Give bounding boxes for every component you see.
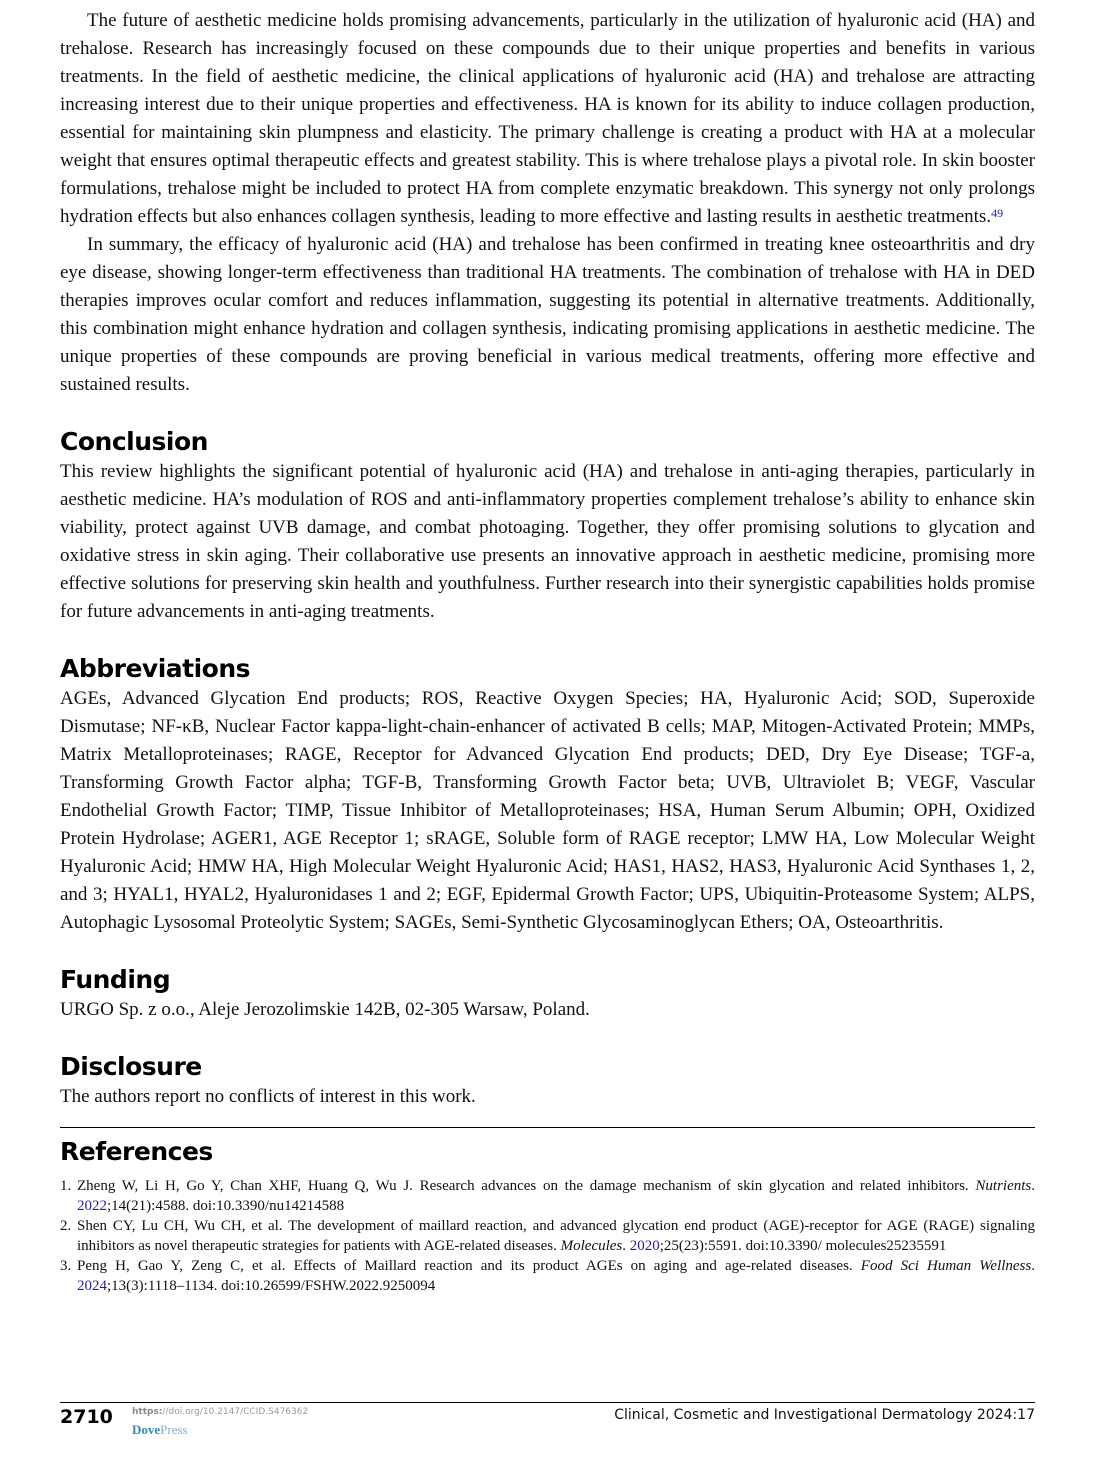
funding-text: URGO Sp. z o.o., Aleje Jerozolimskie 142B, 02-305 Warsaw, Poland. xyxy=(60,999,590,1020)
reference-separator: . xyxy=(622,1238,630,1254)
reference-journal: Food Sci Human Wellness xyxy=(860,1258,1032,1274)
page-number: 2710 xyxy=(60,1406,113,1428)
conclusion-text: This review highlights the significant potential of hyaluronic acid (HA) and trehalose in anti-aging therapies, particularly in aesthetic medicine. HA’s modulation of ROS and anti-inflammatory properties complement trehalose’s ability to enhance skin viability, protect against UVB damage, and combat photoaging. Together, they offer promising solutions to glycation and oxidative stress in skin aging. Their collaborative use presents an innovative approach in aesthetic medicine, promising more effective solutions for preserving skin health and youthfulness. Further research into their synergistic capabilities holds promise for future advancements in anti-aging treatments. xyxy=(60,461,1035,622)
reference-journal: Molecules xyxy=(560,1238,623,1254)
reference-year-link[interactable]: 2022 xyxy=(77,1198,107,1214)
reference-number: 2. xyxy=(60,1218,72,1234)
journal-citation: Clinical, Cosmetic and Investigational Dermatology 2024:17 xyxy=(614,1407,1035,1423)
references-divider xyxy=(60,1127,1035,1128)
reference-list xyxy=(60,1176,1035,1296)
reference-number: 1. xyxy=(60,1178,72,1194)
publisher-logo[interactable] xyxy=(132,1422,188,1438)
citation-link[interactable]: 49 xyxy=(991,206,1004,220)
disclosure-text: The authors report no conflicts of interest in this work. xyxy=(60,1086,476,1107)
publisher-name-light: Press xyxy=(160,1422,188,1437)
paragraph-future-aesthetic-medicine xyxy=(60,7,1035,231)
doi-link[interactable] xyxy=(132,1407,308,1417)
reference-text: Peng H, Gao Y, Zeng C, et al. Effects of Maillard reaction and its product AGEs on aging and age-related diseases. xyxy=(77,1258,861,1274)
publisher-name-bold: Dove xyxy=(132,1422,161,1437)
reference-details: ;25(23):5591. doi:10.3390/ molecules25235591 xyxy=(659,1238,947,1254)
section-heading-conclusion: Conclusion xyxy=(60,427,208,456)
paragraph-text: The future of aesthetic medicine holds promising advancements, particularly in the utilization of hyaluronic acid (HA) and trehalose. Research has increasingly focused on these compounds due to their unique properties and benefits in various treatments. In the field of aesthetic medicine, the clinical applications of hyaluronic acid (HA) and trehalose are attracting increasing interest due to their unique properties and effectiveness. HA is known for its ability to induce collagen production, essential for maintaining skin plumpness and elasticity. The primary challenge is creating a product with HA at a molecular weight that ensures optimal therapeutic effects and greatest stability. This is where trehalose plays a pivotal role. In skin booster formulations, trehalose might be included to protect HA from complete enzymatic breakdown. This synergy not only prolongs hydration effects but also enhances collagen synthesis, leading to more effective and lasting results in aesthetic treatments. xyxy=(60,10,1035,227)
section-heading-funding: Funding xyxy=(60,965,171,994)
reference-item xyxy=(60,1216,1035,1256)
reference-separator: . xyxy=(1031,1258,1035,1274)
reference-separator: . xyxy=(1031,1178,1035,1194)
reference-details: ;14(21):4588. doi:10.3390/nu14214588 xyxy=(107,1198,345,1214)
section-heading-references: References xyxy=(60,1137,213,1166)
reference-journal: Nutrients xyxy=(975,1178,1032,1194)
doi-prefix: https: xyxy=(132,1407,163,1417)
reference-details: ;13(3):1118–1134. doi:10.26599/FSHW.2022.9250094 xyxy=(107,1278,436,1294)
reference-year-link[interactable]: 2024 xyxy=(77,1278,107,1294)
reference-text: Zheng W, Li H, Go Y, Chan XHF, Huang Q, Wu J. Research advances on the damage mechanism of skin glycation and related inhibitors. xyxy=(77,1178,976,1194)
paragraph-summary: In summary, the efficacy of hyaluronic acid (HA) and trehalose has been confirmed in treating knee osteoarthritis and dry eye disease, showing longer-term effectiveness than traditional HA treatments. The combination of trehalose with HA in DED therapies improves ocular comfort and reduces inflammation, suggesting its potential in alternative treatments. Additionally, this combination might enhance hydration and collagen synthesis, indicating promising applications in aesthetic medicine. The unique properties of these compounds are proving beneficial in various medical treatments, offering more effective and sustained results. xyxy=(60,234,1035,395)
article-page xyxy=(60,7,1035,1296)
section-heading-disclosure: Disclosure xyxy=(60,1052,202,1081)
reference-number: 3. xyxy=(60,1258,72,1274)
reference-item xyxy=(60,1256,1035,1296)
reference-year-link[interactable]: 2020 xyxy=(629,1238,660,1254)
doi-path: //doi.org/10.2147/CCID.S476362 xyxy=(162,1407,309,1417)
page-footer xyxy=(60,1402,1035,1437)
reference-text: Shen CY, Lu CH, Wu CH, et al. The development of maillard reaction, and advanced glycation end product (AGE)-receptor for AGE (RAGE) signaling inhibitors as novel therapeutic strategies for patients with AGE-related diseases. xyxy=(77,1218,1035,1254)
abbreviations-text: AGEs, Advanced Glycation End products; ROS, Reactive Oxygen Species; HA, Hyaluronic Acid; SOD, Superoxide Dismutase; NF-κB, Nuclear Factor kappa-light-chain-enhancer of activated B cells; MAP, Mitogen-Activated Protein; MMPs, Matrix Metalloproteinases; RAGE, Receptor for Advanced Glycation End products; DED, Dry Eye Disease; TGF-a, Transforming Growth Factor alpha; TGF-B, Transforming Growth Factor beta; UVB, Ultraviolet B; VEGF, Vascular Endothelial Growth Factor; TIMP, Tissue Inhibitor of Metalloproteinases; HSA, Human Serum Albumin; OPH, Oxidized Protein Hydrolase; AGER1, AGE Receptor 1; sRAGE, Soluble form of RAGE receptor; LMW HA, Low Molecular Weight Hyaluronic Acid; HMW HA, High Molecular Weight Hyaluronic Acid; HAS1, HAS2, HAS3, Hyaluronic Acid Synthases 1, 2, and 3; HYAL1, HYAL2, Hyaluronidases 1 and 2; EGF, Epidermal Growth Factor; UPS, Ubiquitin-Proteasome System; ALPS, Autophagic Lysosomal Proteolytic System; SAGEs, Semi-Synthetic Glycosaminoglycan Ethers; OA, Osteoarthritis. xyxy=(60,688,1035,933)
reference-item xyxy=(60,1176,1035,1216)
section-heading-abbreviations: Abbreviations xyxy=(60,654,251,683)
